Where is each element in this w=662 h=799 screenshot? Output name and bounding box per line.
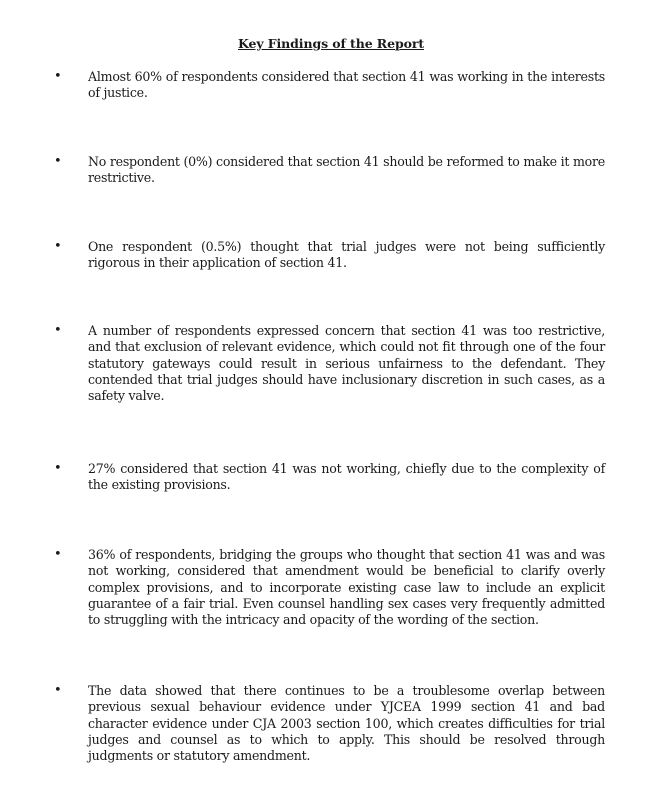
finding-text: A number of respondents expressed concern that section 41 was too restrictive, and that exclusion of relevant evidence, which could not fit through one of the four statutory gateways could result in serious unfairness to the defendant. They contended that trial judges should have inclusionary discretion in such cases, as a safety valve. xyxy=(88,323,605,404)
bullet-icon: • xyxy=(54,683,62,698)
finding-text: Almost 60% of respondents considered that section 41 was working in the interests of justice. xyxy=(88,69,605,101)
finding-text: 27% considered that section 41 was not working, chiefly due to the complexity of the existing provisions. xyxy=(88,461,605,493)
document-title: Key Findings of the Report xyxy=(238,36,424,51)
finding-item xyxy=(54,683,605,764)
finding-text: One respondent (0.5%) thought that trial judges were not being sufficiently rigorous in their application of section 41. xyxy=(88,239,605,271)
finding-text: The data showed that there continues to be a troublesome overlap between previous sexual behaviour evidence under YJCEA 1999 section 41 and bad character evidence under CJA 2003 section 100, which creates difficulties for trial judges and counsel as to which to apply. This should be resolved through judgments or statutory amendment. xyxy=(88,683,605,764)
bullet-icon: • xyxy=(54,323,62,338)
finding-item xyxy=(54,461,605,494)
finding-item xyxy=(54,154,605,187)
bullet-icon: • xyxy=(54,154,62,169)
bullet-icon: • xyxy=(54,547,62,562)
finding-item xyxy=(54,547,605,628)
bullet-icon: • xyxy=(54,239,62,254)
bullet-icon: • xyxy=(54,461,62,476)
bullet-icon: • xyxy=(54,69,62,84)
finding-text: 36% of respondents, bridging the groups who thought that section 41 was and was not working, considered that amendment would be beneficial to clarify overly complex provisions, and to incorporate existing case law to include an explicit guarantee of a fair trial. Even counsel handling sex cases very frequently admitted to struggling with the intricacy and opacity of the wording of the section. xyxy=(88,547,605,628)
finding-item xyxy=(54,69,605,102)
finding-item xyxy=(54,323,605,404)
finding-text: No respondent (0%) considered that section 41 should be reformed to make it more restrictive. xyxy=(88,154,605,186)
finding-item xyxy=(54,239,605,272)
